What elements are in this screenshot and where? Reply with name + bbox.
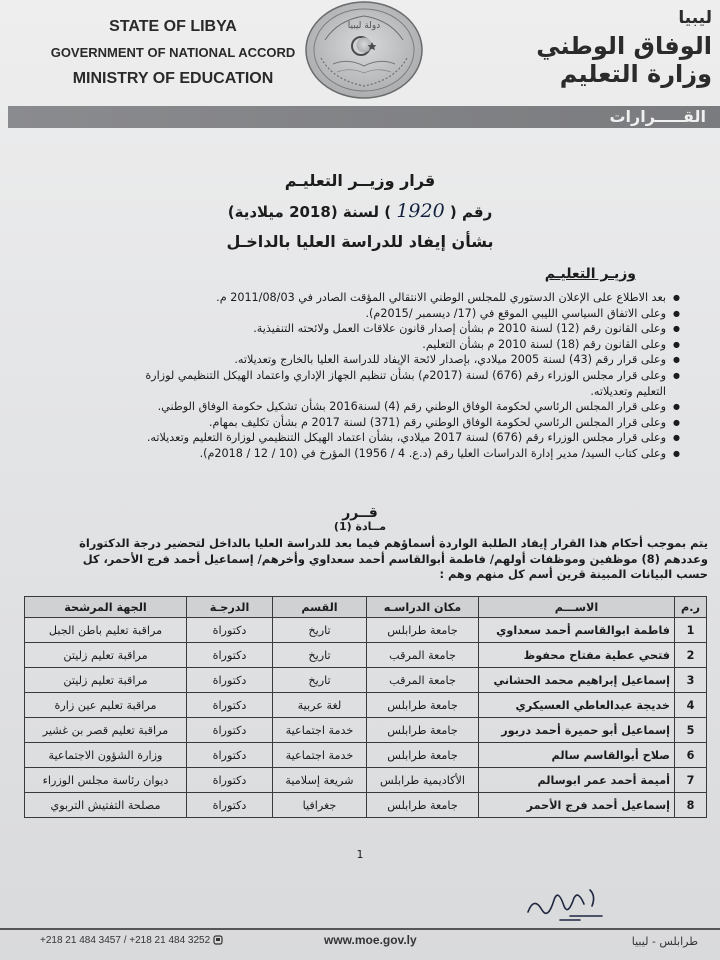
- student-name: إسماعيل أبو حميرة أحمد دربور: [479, 718, 675, 743]
- arabic-government-name: الوفاق الوطني: [536, 32, 712, 60]
- header-study-place: مكان الدراسـه: [367, 597, 479, 618]
- phone-icon: [213, 935, 223, 945]
- preamble-item: ● بعد الاطلاع على الإعلان الدستوري للمجلس الوطني الانتقالي المؤقت الصادر في 2011/08/03 م.: [40, 290, 680, 306]
- decision-title: قرار وزيــر التعليـم: [284, 171, 436, 190]
- row-index: 5: [675, 718, 707, 743]
- nominating-body: مصلحة التفتيش التربوي: [25, 793, 187, 818]
- degree: دكتوراة: [187, 743, 273, 768]
- table-row: [25, 743, 707, 768]
- government-name: GOVERNMENT OF NATIONAL ACCORD: [50, 45, 296, 60]
- nominating-body: ديوان رئاسة مجلس الوزراء: [25, 768, 187, 793]
- preamble-item: ● وعلى قرار رقم (43) لسنة 2005 ميلادي، بإصدار لائحة الإيفاد للدراسة العليا بالخارج وتعديلاته.: [40, 352, 680, 368]
- row-index: 6: [675, 743, 707, 768]
- student-name: خديجة عبدالعاطي العسيكري: [479, 693, 675, 718]
- preamble-item: [40, 368, 680, 399]
- preamble-item: ● وعلى القانون رقم (12) لسنة 2010 م بشأن إصدار قانون علاقات العمل ولائحته التنفيذية.: [40, 321, 680, 337]
- body-line: وعددهم (8) موظفين وموظفات أولهم/ فاطمة أبوالقاسم أحمد سعداوي وأخرهم/ إسماعيل أحمد فرج الأحمر، كل: [82, 551, 708, 566]
- table-row: [25, 693, 707, 718]
- study-place: جامعة طرابلس: [367, 618, 479, 643]
- table-row: [25, 668, 707, 693]
- arabic-letterhead: [462, 4, 712, 88]
- department: لغة عربية: [273, 693, 367, 718]
- row-index: 8: [675, 793, 707, 818]
- degree: دكتوراة: [187, 693, 273, 718]
- decided-heading: قــرر: [342, 505, 378, 521]
- number-suffix: ) لسنة (2018 ميلادية): [227, 203, 392, 221]
- emblem-text: دولة ليبيا: [347, 21, 381, 31]
- table-row: [25, 793, 707, 818]
- nominating-body: مراقبة تعليم عين زارة: [25, 693, 187, 718]
- number-prefix: رقم (: [449, 203, 493, 221]
- student-name: أميمة أحمد عمر ابوسالم: [479, 768, 675, 793]
- preamble-item-line: وعلى قرار مجلس الوزراء رقم (676) لسنة (2017م) بشأن تنظيم الجهاز الإداري واعتماد الهيكل التنظيمي لوزارة: [145, 368, 666, 382]
- body-line: يتم بموجب أحكام هذا القرار إيفاد الطلبة الواردة أسماؤهم فيما بعد للدراسة العليا بالداخل لتحضير درجة الدكتوراة: [79, 536, 708, 550]
- table-row: [25, 718, 707, 743]
- preamble-item: ● وعلى القانون رقم (18) لسنة 2010 م بشأن التعليم.: [40, 337, 680, 353]
- table-row: [25, 643, 707, 668]
- decision-subject: بشأن إيفاد للدراسة العليا بالداخـل: [226, 232, 494, 251]
- preamble-item: ● وعلى كتاب السيد/ مدير إدارة الدراسات العليا رقم (د.ع. 4 / 1956) المؤرخ في (10 / 12 / 2018م).: [40, 446, 680, 462]
- row-index: 3: [675, 668, 707, 693]
- degree: دكتوراة: [187, 718, 273, 743]
- department: تاريخ: [273, 643, 367, 668]
- ministry-name: MINISTRY OF EDUCATION: [72, 70, 274, 87]
- preamble-list: [40, 290, 680, 462]
- study-place: الأكاديمية طرابلس: [367, 768, 479, 793]
- preamble-item: ● وعلى قرار مجلس الوزراء رقم (676) لسنة 2017 ميلادي، بشأن اعتماد الهيكل التنظيمي لوزارة التعليم وتعديلاته.: [40, 430, 680, 446]
- student-name: إسماعيل إبراهيم محمد الحشاني: [479, 668, 675, 693]
- nominating-body: مراقبة تعليم زليتن: [25, 668, 187, 693]
- preamble-item: ● وعلى قرار المجلس الرئاسي لحكومة الوفاق الوطني رقم (4) لسنة2016 بشأن تشكيل حكومة الوفاق الوطني.: [40, 399, 680, 415]
- minister-label: وزيـر التعليـم: [544, 266, 636, 282]
- preamble-item: ● وعلى قرار المجلس الرئاسي لحكومة الوفاق الوطني رقم (371) لسنة 2017 م بشأن تكليف بمهام.: [40, 415, 680, 431]
- degree: دكتوراة: [187, 768, 273, 793]
- handwritten-number: 1920: [396, 200, 445, 222]
- row-index: 2: [675, 643, 707, 668]
- preamble-item: ● وعلى الاتفاق السياسي الليبي الموقع في (17/ ديسمبر /2015م).: [40, 306, 680, 322]
- footer-city: طرابلس - ليبيا: [631, 935, 698, 948]
- students-table: [24, 596, 707, 818]
- header-nominating-body: الجهة المرشحة: [25, 597, 187, 618]
- handwritten-signature: [520, 876, 610, 926]
- department: تاريخ: [273, 618, 367, 643]
- row-index: 4: [675, 693, 707, 718]
- article-heading: مــادة (1): [333, 520, 387, 533]
- footer-phones: [40, 935, 223, 946]
- table-row: [25, 618, 707, 643]
- header-department: القسم: [273, 597, 367, 618]
- department: خدمة اجتماعية: [273, 718, 367, 743]
- study-place: جامعة طرابلس: [367, 793, 479, 818]
- footer-divider: [0, 928, 720, 930]
- banner-label: القـــــرارات: [609, 107, 706, 126]
- header-name: الاســـم: [479, 597, 675, 618]
- header-degree: الدرجـة: [187, 597, 273, 618]
- nominating-body: مراقبة تعليم باطن الجبل: [25, 618, 187, 643]
- student-name: إسماعيل أحمد فرج الأحمر: [479, 793, 675, 818]
- decision-number: [0, 200, 720, 222]
- study-place: جامعة المرقب: [367, 668, 479, 693]
- department: جغرافيا: [273, 793, 367, 818]
- english-letterhead: [38, 14, 308, 92]
- department: شريعة إسلامية: [273, 768, 367, 793]
- student-name: صلاح أبوالقاسم سالم: [479, 743, 675, 768]
- nominating-body: وزارة الشؤون الاجتماعية: [25, 743, 187, 768]
- table-row: [25, 768, 707, 793]
- degree: دكتوراة: [187, 668, 273, 693]
- student-name: فتحي عطية مفتاح محفوظ: [479, 643, 675, 668]
- study-place: جامعة طرابلس: [367, 743, 479, 768]
- department: خدمة اجتماعية: [273, 743, 367, 768]
- phone-numbers: +218 21 484 3457 / +218 21 484 3252: [40, 935, 211, 946]
- degree: دكتوراة: [187, 793, 273, 818]
- nominating-body: مراقبة تعليم زليتن: [25, 643, 187, 668]
- libya-emblem-seal: [303, 0, 425, 100]
- department: تاريخ: [273, 668, 367, 693]
- decisions-banner: [8, 106, 720, 128]
- footer-website[interactable]: www.moe.gov.ly: [324, 933, 417, 947]
- table-header-row: [25, 597, 707, 618]
- state-name: STATE OF LIBYA: [109, 18, 237, 35]
- arabic-state-name: ليبيا: [678, 8, 712, 28]
- student-name: فاطمة ابوالقاسم أحمد سعداوي: [479, 618, 675, 643]
- header-index: ر.م: [675, 597, 707, 618]
- row-index: 1: [675, 618, 707, 643]
- page-number: 1: [356, 848, 364, 861]
- degree: دكتوراة: [187, 643, 273, 668]
- nominating-body: مراقبة تعليم قصر بن غشير: [25, 718, 187, 743]
- study-place: جامعة المرقب: [367, 643, 479, 668]
- article-body: [8, 536, 708, 583]
- body-line: حسب البيانات المبينة قرين أسم كل منهم وهم :: [439, 567, 708, 581]
- arabic-ministry-name: وزارة التعليم: [559, 60, 712, 88]
- study-place: جامعة طرابلس: [367, 693, 479, 718]
- study-place: جامعة طرابلس: [367, 718, 479, 743]
- degree: دكتوراة: [187, 618, 273, 643]
- preamble-item-continuation: التعليم وتعديلاته.: [590, 384, 666, 398]
- row-index: 7: [675, 768, 707, 793]
